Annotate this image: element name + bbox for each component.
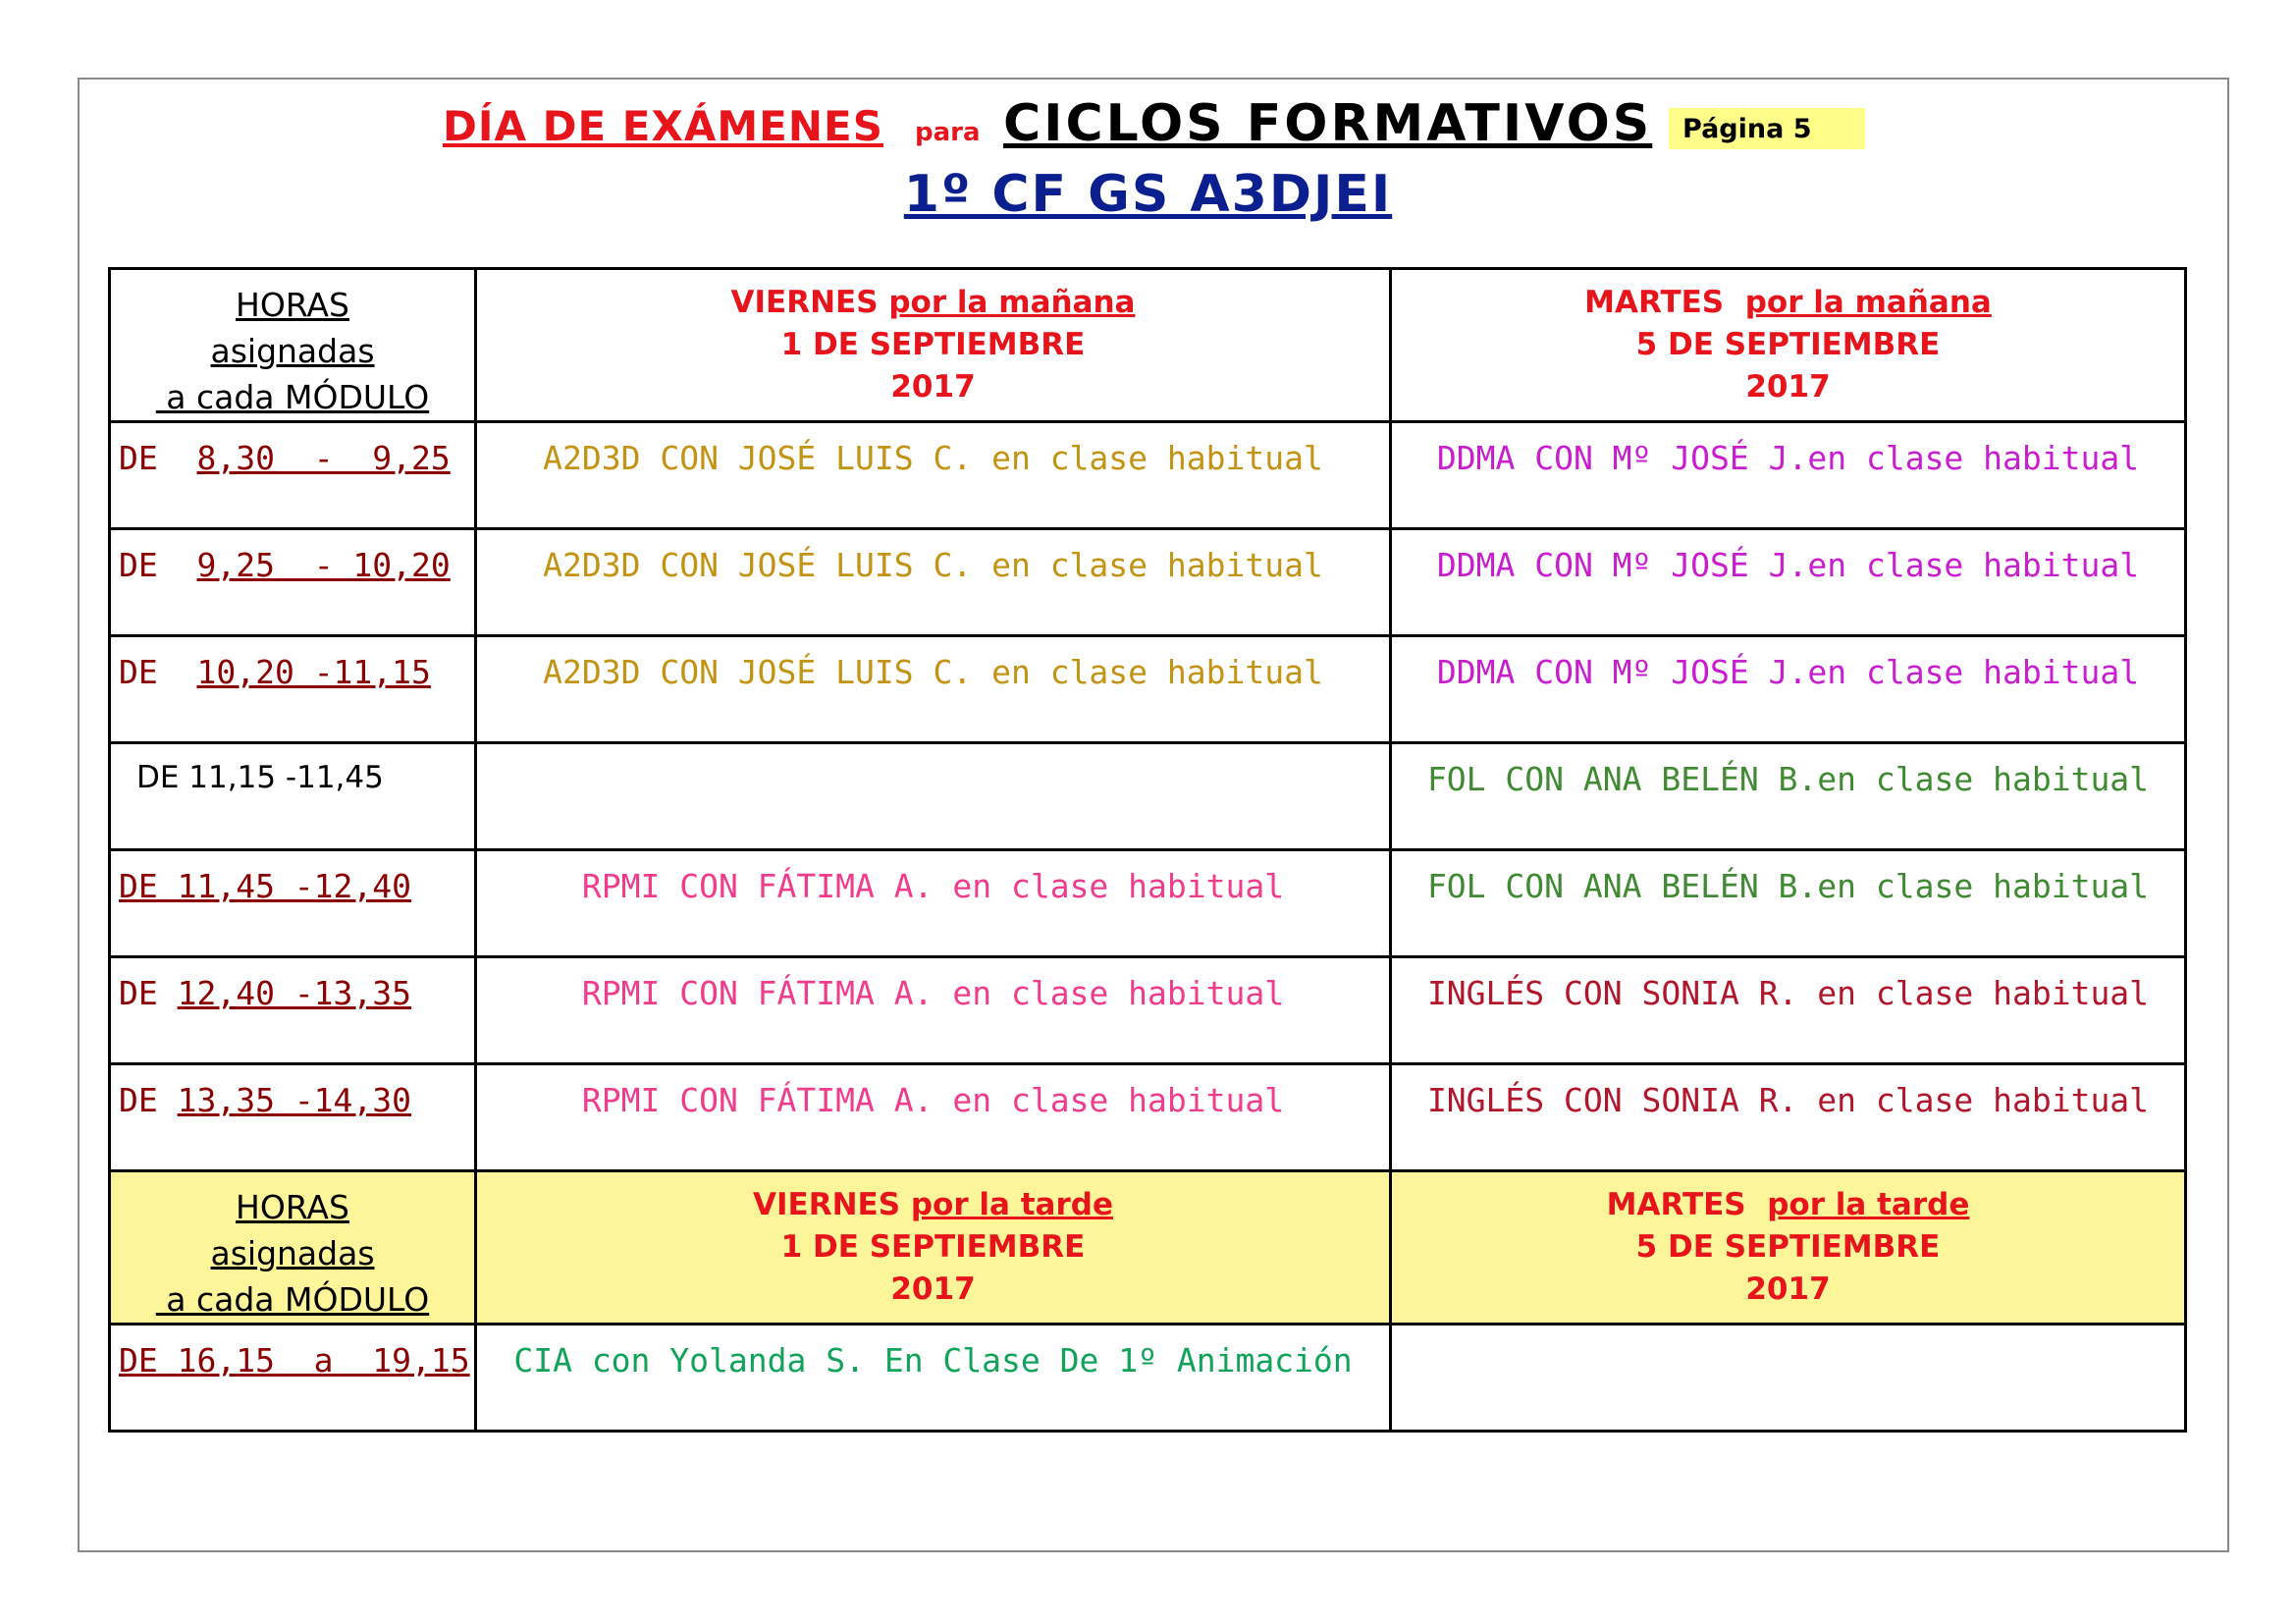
exam-cell: RPMI CON FÁTIMA A. en clase habitual	[581, 974, 1285, 1012]
afternoon-header-row	[110, 1171, 2186, 1325]
exam-cell	[477, 744, 1389, 760]
table-row	[110, 1064, 2186, 1171]
table-row	[110, 743, 2186, 850]
exam-cell	[1392, 1325, 2184, 1341]
day-period: por la tarde	[910, 1187, 1113, 1222]
exam-cell: RPMI CON FÁTIMA A. en clase habitual	[581, 1081, 1285, 1119]
table-row	[110, 850, 2186, 957]
exam-cell: RPMI CON FÁTIMA A. en clase habitual	[581, 867, 1285, 905]
group-subtitle: 1º CF GS A3DJEI	[903, 165, 1393, 224]
day-year: 2017	[1745, 1271, 1831, 1307]
day-year: 2017	[890, 369, 976, 405]
title-connector: para	[915, 118, 981, 147]
day2-header-cell	[1391, 269, 2186, 422]
time-slot: DE 16,15 a 19,15	[119, 1341, 470, 1380]
exam-cell: A2D3D CON JOSÉ LUIS C. en clase habitual	[543, 546, 1323, 584]
day-name: VIERNES	[730, 285, 879, 320]
time-slot: DE 11,45 -12,40	[119, 867, 412, 905]
title-main: DÍA DE EXÁMENES	[443, 102, 883, 150]
day-name: MARTES	[1584, 285, 1725, 320]
exam-schedule-table	[108, 267, 2187, 1433]
day-date: 5 DE SEPTIEMBRE	[1635, 327, 1941, 362]
title-row	[0, 94, 2296, 173]
hours-header-line: HORAS	[236, 286, 349, 324]
day2-header-cell	[1391, 1171, 2186, 1325]
hours-header-line: a cada MÓDULO	[155, 1280, 430, 1319]
exam-cell: CIA con Yolanda S. En Clase De 1º Animación	[513, 1341, 1353, 1380]
time-slot: DE 9,25 - 10,20	[119, 546, 451, 584]
exam-cell: INGLÉS CON SONIA R. en clase habitual	[1426, 1081, 2150, 1119]
day-period: por la mañana	[1744, 285, 1992, 320]
title-ciclos: CICLOS FORMATIVOS	[1003, 94, 1653, 153]
table-row	[110, 957, 2186, 1064]
exam-cell: A2D3D CON JOSÉ LUIS C. en clase habitual	[543, 439, 1323, 477]
hours-header-line: asignadas	[210, 1234, 375, 1272]
day-name: MARTES	[1606, 1187, 1746, 1222]
day-year: 2017	[1745, 369, 1831, 405]
exam-cell: DDMA CON Mº JOSÉ J.en clase habitual	[1436, 546, 2140, 584]
day-name: VIERNES	[753, 1187, 901, 1222]
morning-header-row	[110, 269, 2186, 422]
day1-header-cell	[476, 1171, 1391, 1325]
day-period: por la mañana	[888, 285, 1136, 320]
table-row	[110, 529, 2186, 636]
page-label: Página 5	[1669, 108, 1865, 149]
day-date: 5 DE SEPTIEMBRE	[1635, 1229, 1941, 1265]
time-slot: DE 8,30 - 9,25	[119, 439, 451, 477]
hours-header-line: a cada MÓDULO	[155, 378, 430, 416]
exam-cell: DDMA CON Mº JOSÉ J.en clase habitual	[1436, 439, 2140, 477]
time-slot: DE 13,35 -14,30	[119, 1081, 412, 1119]
hours-header-cell	[110, 269, 476, 422]
hours-header-line: asignadas	[210, 332, 375, 370]
hours-header-line: HORAS	[236, 1188, 349, 1226]
day1-header-cell	[476, 269, 1391, 422]
day-date: 1 DE SEPTIEMBRE	[780, 1229, 1086, 1265]
exam-cell: FOL CON ANA BELÉN B.en clase habitual	[1426, 867, 2150, 905]
time-slot: DE 12,40 -13,35	[119, 974, 412, 1012]
exam-cell: FOL CON ANA BELÉN B.en clase habitual	[1426, 760, 2150, 798]
day-year: 2017	[890, 1271, 976, 1307]
exam-cell: INGLÉS CON SONIA R. en clase habitual	[1426, 974, 2150, 1012]
exam-cell: A2D3D CON JOSÉ LUIS C. en clase habitual	[543, 653, 1323, 691]
hours-header-cell	[110, 1171, 476, 1325]
day-period: por la tarde	[1767, 1187, 1970, 1222]
table-row	[110, 636, 2186, 743]
exam-cell: DDMA CON Mº JOSÉ J.en clase habitual	[1436, 653, 2140, 691]
time-slot: DE 10,20 -11,15	[119, 653, 431, 691]
table-row	[110, 422, 2186, 529]
day-date: 1 DE SEPTIEMBRE	[780, 327, 1086, 362]
table-row	[110, 1325, 2186, 1432]
time-slot: DE 11,15 -11,45	[136, 760, 384, 795]
